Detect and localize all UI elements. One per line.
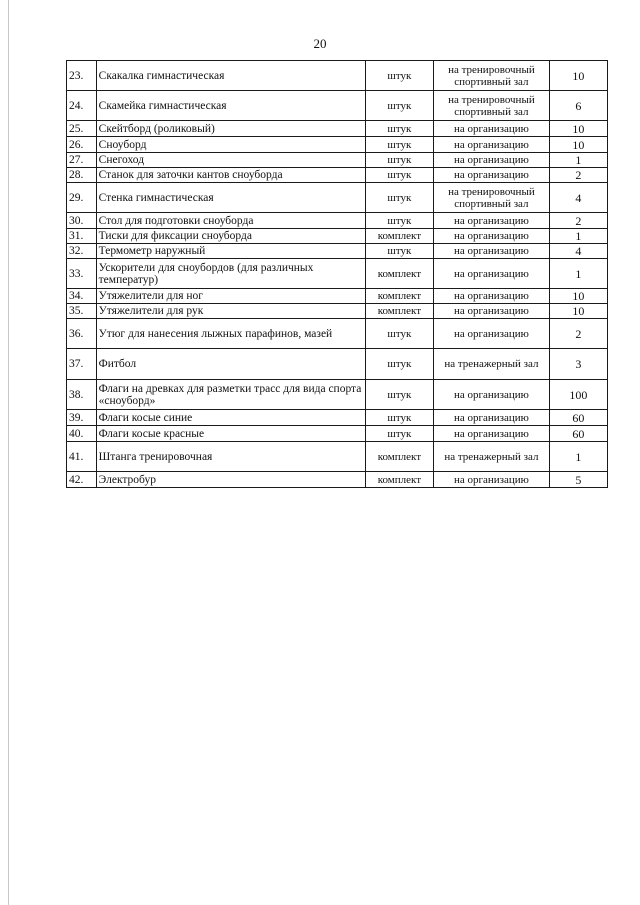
item-name: Стенка гимнастическая [96, 183, 365, 213]
row-number: 25. [67, 121, 97, 137]
row-number: 30. [67, 213, 97, 229]
row-number: 41. [67, 442, 97, 472]
unit-of-measure: комплект [365, 229, 434, 244]
unit-of-measure: штук [365, 91, 434, 121]
quantity: 10 [549, 289, 607, 304]
unit-of-measure: комплект [365, 259, 434, 289]
quantity: 1 [549, 259, 607, 289]
table-row [67, 183, 608, 213]
table-row [67, 426, 608, 442]
allocation: на тренажерный зал [434, 442, 550, 472]
item-name: Тиски для фиксации сноуборда [96, 229, 365, 244]
table-row [67, 213, 608, 229]
allocation: на тренажерный зал [434, 349, 550, 380]
item-name: Скамейка гимнастическая [96, 91, 365, 121]
item-name: Утяжелители для рук [96, 304, 365, 319]
unit-of-measure: штук [365, 121, 434, 137]
unit-of-measure: комплект [365, 289, 434, 304]
allocation: на организацию [434, 319, 550, 349]
table-row [67, 61, 608, 91]
table-row [67, 304, 608, 319]
quantity: 60 [549, 426, 607, 442]
allocation: на организацию [434, 380, 550, 410]
row-number: 33. [67, 259, 97, 289]
unit-of-measure: штук [365, 213, 434, 229]
item-name: Электробур [96, 472, 365, 488]
row-number: 28. [67, 168, 97, 183]
table-row [67, 153, 608, 168]
row-number: 39. [67, 410, 97, 426]
equipment-table [66, 60, 608, 488]
unit-of-measure: комплект [365, 304, 434, 319]
item-name: Флаги на древках для разметки трасс для вида спорта «сноуборд» [96, 380, 365, 410]
row-number: 29. [67, 183, 97, 213]
allocation: на организацию [434, 426, 550, 442]
item-name: Штанга тренировочная [96, 442, 365, 472]
quantity: 6 [549, 91, 607, 121]
item-name: Утяжелители для ног [96, 289, 365, 304]
row-number: 35. [67, 304, 97, 319]
quantity: 60 [549, 410, 607, 426]
quantity: 4 [549, 183, 607, 213]
allocation: на организацию [434, 244, 550, 259]
unit-of-measure: штук [365, 319, 434, 349]
quantity: 10 [549, 61, 607, 91]
allocation: на организацию [434, 304, 550, 319]
item-name: Ускорители для сноубордов (для различных температур) [96, 259, 365, 289]
unit-of-measure: штук [365, 61, 434, 91]
allocation: на тренировочный спортивный зал [434, 91, 550, 121]
quantity: 2 [549, 319, 607, 349]
allocation: на организацию [434, 472, 550, 488]
quantity: 2 [549, 168, 607, 183]
table-row [67, 319, 608, 349]
item-name: Сноуборд [96, 137, 365, 153]
item-name: Термометр наружный [96, 244, 365, 259]
unit-of-measure: комплект [365, 442, 434, 472]
allocation: на организацию [434, 289, 550, 304]
quantity: 1 [549, 153, 607, 168]
unit-of-measure: комплект [365, 472, 434, 488]
row-number: 34. [67, 289, 97, 304]
row-number: 27. [67, 153, 97, 168]
row-number: 36. [67, 319, 97, 349]
unit-of-measure: штук [365, 168, 434, 183]
item-name: Флаги косые синие [96, 410, 365, 426]
quantity: 2 [549, 213, 607, 229]
allocation: на тренировочный спортивный зал [434, 61, 550, 91]
page-number: 20 [313, 36, 327, 51]
table-row [67, 244, 608, 259]
unit-of-measure: штук [365, 244, 434, 259]
table-row [67, 91, 608, 121]
scan-edge-line [8, 0, 9, 905]
item-name: Утюг для нанесения лыжных парафинов, мазей [96, 319, 365, 349]
table-row [67, 289, 608, 304]
unit-of-measure: штук [365, 153, 434, 168]
table-row [67, 168, 608, 183]
item-name: Скакалка гимнастическая [96, 61, 365, 91]
unit-of-measure: штук [365, 349, 434, 380]
table-row [67, 229, 608, 244]
row-number: 32. [67, 244, 97, 259]
table-row [67, 137, 608, 153]
row-number: 42. [67, 472, 97, 488]
allocation: на организацию [434, 121, 550, 137]
table-row [67, 472, 608, 488]
quantity: 5 [549, 472, 607, 488]
unit-of-measure: штук [365, 380, 434, 410]
item-name: Снегоход [96, 153, 365, 168]
unit-of-measure: штук [365, 183, 434, 213]
allocation: на организацию [434, 259, 550, 289]
table-row [67, 349, 608, 380]
quantity: 1 [549, 229, 607, 244]
unit-of-measure: штук [365, 137, 434, 153]
table-row [67, 442, 608, 472]
item-name: Фитбол [96, 349, 365, 380]
row-number: 38. [67, 380, 97, 410]
item-name: Скейтборд (роликовый) [96, 121, 365, 137]
quantity: 10 [549, 121, 607, 137]
row-number: 37. [67, 349, 97, 380]
row-number: 26. [67, 137, 97, 153]
item-name: Станок для заточки кантов сноуборда [96, 168, 365, 183]
unit-of-measure: штук [365, 426, 434, 442]
row-number: 31. [67, 229, 97, 244]
item-name: Стол для подготовки сноуборда [96, 213, 365, 229]
allocation: на организацию [434, 229, 550, 244]
quantity: 100 [549, 380, 607, 410]
table-row [67, 259, 608, 289]
allocation: на организацию [434, 213, 550, 229]
quantity: 4 [549, 244, 607, 259]
row-number: 40. [67, 426, 97, 442]
table-row [67, 121, 608, 137]
allocation: на тренировочный спортивный зал [434, 183, 550, 213]
unit-of-measure: штук [365, 410, 434, 426]
allocation: на организацию [434, 153, 550, 168]
allocation: на организацию [434, 137, 550, 153]
quantity: 10 [549, 304, 607, 319]
allocation: на организацию [434, 168, 550, 183]
row-number: 24. [67, 91, 97, 121]
quantity: 3 [549, 349, 607, 380]
quantity: 10 [549, 137, 607, 153]
item-name: Флаги косые красные [96, 426, 365, 442]
table-row [67, 410, 608, 426]
table-row [67, 380, 608, 410]
allocation: на организацию [434, 410, 550, 426]
row-number: 23. [67, 61, 97, 91]
quantity: 1 [549, 442, 607, 472]
